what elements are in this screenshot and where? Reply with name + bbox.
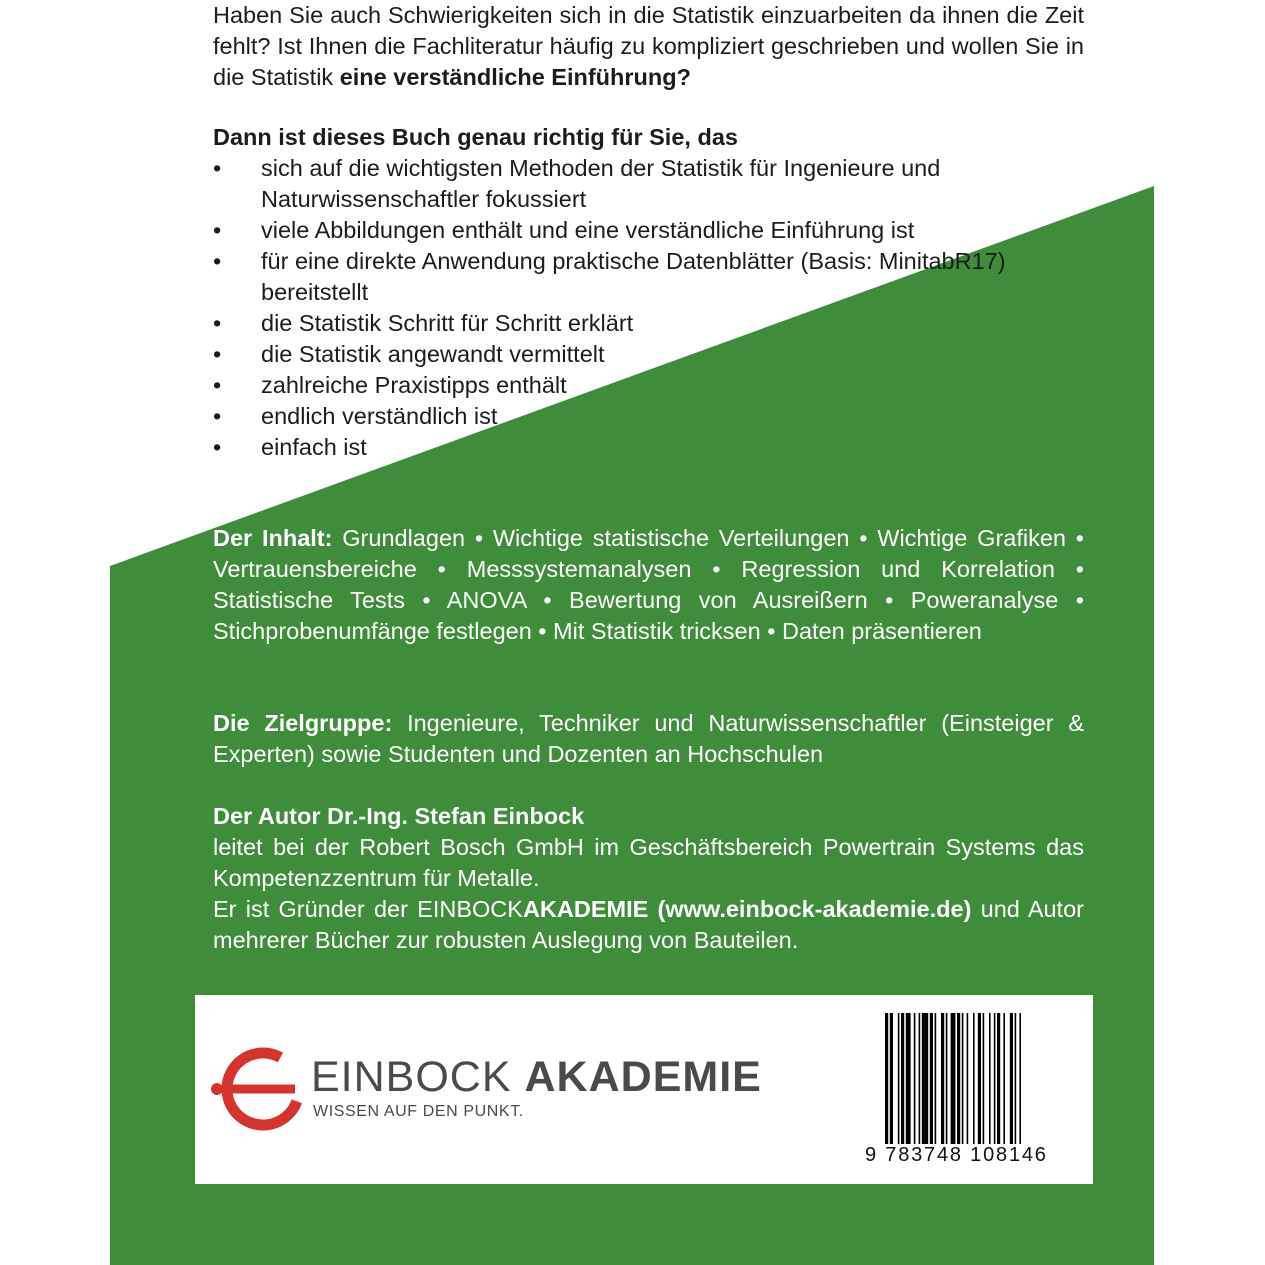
- bullet-icon: •: [213, 155, 222, 181]
- feature-list: [213, 153, 1084, 463]
- barcode-bar: [930, 1013, 933, 1163]
- list-item-text: zahlreiche Praxistipps enthält: [261, 372, 567, 398]
- brand-name-bold: AKADEMIE: [524, 1053, 762, 1101]
- isbn-barcode: [885, 1013, 1075, 1163]
- list-item: [213, 308, 1084, 339]
- list-item: [213, 339, 1084, 370]
- barcode-bar: [1003, 1013, 1005, 1163]
- list-item: [213, 401, 1084, 432]
- isbn-number: 9 783748 108146: [865, 1144, 1070, 1167]
- list-item-text: für eine direkte Anwendung praktische Datenblätter (Basis: MinitabR17) bereitstellt: [261, 248, 1006, 305]
- brand-name: [311, 1053, 762, 1101]
- content-paragraph: [213, 523, 1084, 647]
- barcode-bar: [978, 1013, 981, 1163]
- content-text: Grundlagen • Wichtige statistische Verteilungen • Wichtige Grafiken • Vertrauensbereiche • Messsystemanalysen • Regression und Korrelation • Statistische Tests • ANOVA • Bewertung von Ausreißern • Poweranalyse • Stichprobenumfänge festlegen • Mit Statistik tricksen • Daten präsentieren: [213, 525, 1084, 644]
- audience-label: Die Zielgruppe:: [213, 710, 393, 736]
- barcode-bar: [898, 1013, 900, 1163]
- bullet-icon: •: [213, 217, 222, 243]
- bullet-icon: •: [213, 248, 222, 274]
- barcode-bar: [941, 1013, 944, 1163]
- barcode-bar: [922, 1013, 928, 1163]
- author-bio-suffix: und Autor mehrerer Bücher zur robusten Auslegung von Bauteilen.: [213, 896, 1084, 953]
- list-item-text: die Statistik angewandt vermittelt: [261, 341, 605, 367]
- author-heading: Der Autor Dr.-Ing. Stefan Einbock: [213, 803, 585, 829]
- bullet-icon: •: [213, 372, 222, 398]
- barcode-bar: [973, 1013, 975, 1163]
- barcode-bar: [967, 1013, 969, 1163]
- list-item-text: die Statistik Schritt für Schritt erklärt: [261, 310, 634, 336]
- list-item-text: viele Abbildungen enthält und eine verständliche Einführung ist: [261, 217, 915, 243]
- list-item-text: sich auf die wichtigsten Methoden der Statistik für Ingenieure und Naturwissenschaftler fokussiert: [261, 155, 941, 212]
- publisher-footer: [195, 995, 1093, 1184]
- barcode-bar: [1015, 1013, 1017, 1163]
- barcode-bar: [919, 1013, 921, 1163]
- content-label: Der Inhalt:: [213, 525, 333, 551]
- intro-paragraph: [213, 0, 1084, 93]
- brand-tagline: WISSEN AUF DEN PUNKT.: [313, 1103, 524, 1120]
- author-bio-prefix: Er ist Gründer der EINBOCK: [213, 896, 523, 922]
- barcode-bar: [885, 1013, 888, 1163]
- intro-text: Haben Sie auch Schwierigkeiten sich in die Statistik einzuarbeiten da ihnen die Zeit fehlt? Ist Ihnen die Fachliteratur häufig zu kompliziert geschrieben und wollen Sie in die Statistik: [213, 2, 1084, 90]
- barcode-bar: [914, 1013, 916, 1163]
- barcode-bar: [935, 1013, 937, 1163]
- author-section: [213, 801, 1084, 956]
- barcode-bar: [957, 1013, 960, 1163]
- list-item: [213, 215, 1084, 246]
- barcode-bar: [906, 1013, 911, 1163]
- brand-name-light: EINBOCK: [311, 1053, 525, 1101]
- list-item: [213, 370, 1084, 401]
- author-bio-line2: [213, 894, 1084, 956]
- bullet-icon: •: [213, 403, 222, 429]
- barcode-bar: [901, 1013, 904, 1163]
- bullet-icon: •: [213, 310, 222, 336]
- list-item-text: endlich verständlich ist: [261, 403, 498, 429]
- barcode-bar: [951, 1013, 956, 1163]
- barcode-bar: [1019, 1013, 1021, 1163]
- barcode-bar: [994, 1013, 996, 1163]
- barcode-bar: [890, 1013, 893, 1163]
- intro-emphasis: eine verständliche Einführung?: [339, 64, 691, 90]
- author-bio-website: AKADEMIE (www.einbock-akademie.de): [522, 896, 972, 922]
- list-item-text: einfach ist: [261, 434, 367, 460]
- bullet-icon: •: [213, 341, 222, 367]
- audience-paragraph: [213, 708, 1084, 770]
- barcode-bar: [946, 1013, 948, 1163]
- list-item: [213, 246, 1084, 308]
- audience-text: Ingenieure, Techniker und Naturwissenschaftler (Einsteiger & Experten) sowie Studenten und Dozenten an Hochschulen: [213, 710, 1084, 767]
- barcode-bar: [997, 1013, 1000, 1163]
- barcode-bar: [989, 1013, 991, 1163]
- barcode-bar: [962, 1013, 964, 1163]
- einbock-e-logo-icon: [205, 1043, 305, 1143]
- barcode-bar: [1010, 1013, 1013, 1163]
- barcode-bar: [983, 1013, 985, 1163]
- list-item: [213, 153, 1084, 215]
- list-item: [213, 432, 1084, 463]
- author-bio-line1: leitet bei der Robert Bosch GmbH im Geschäftsbereich Powertrain Systems das Kompetenzzentrum für Metalle.: [213, 834, 1084, 891]
- list-heading: Dann ist dieses Buch genau richtig für Sie, das: [213, 124, 738, 150]
- bullet-icon: •: [213, 434, 222, 460]
